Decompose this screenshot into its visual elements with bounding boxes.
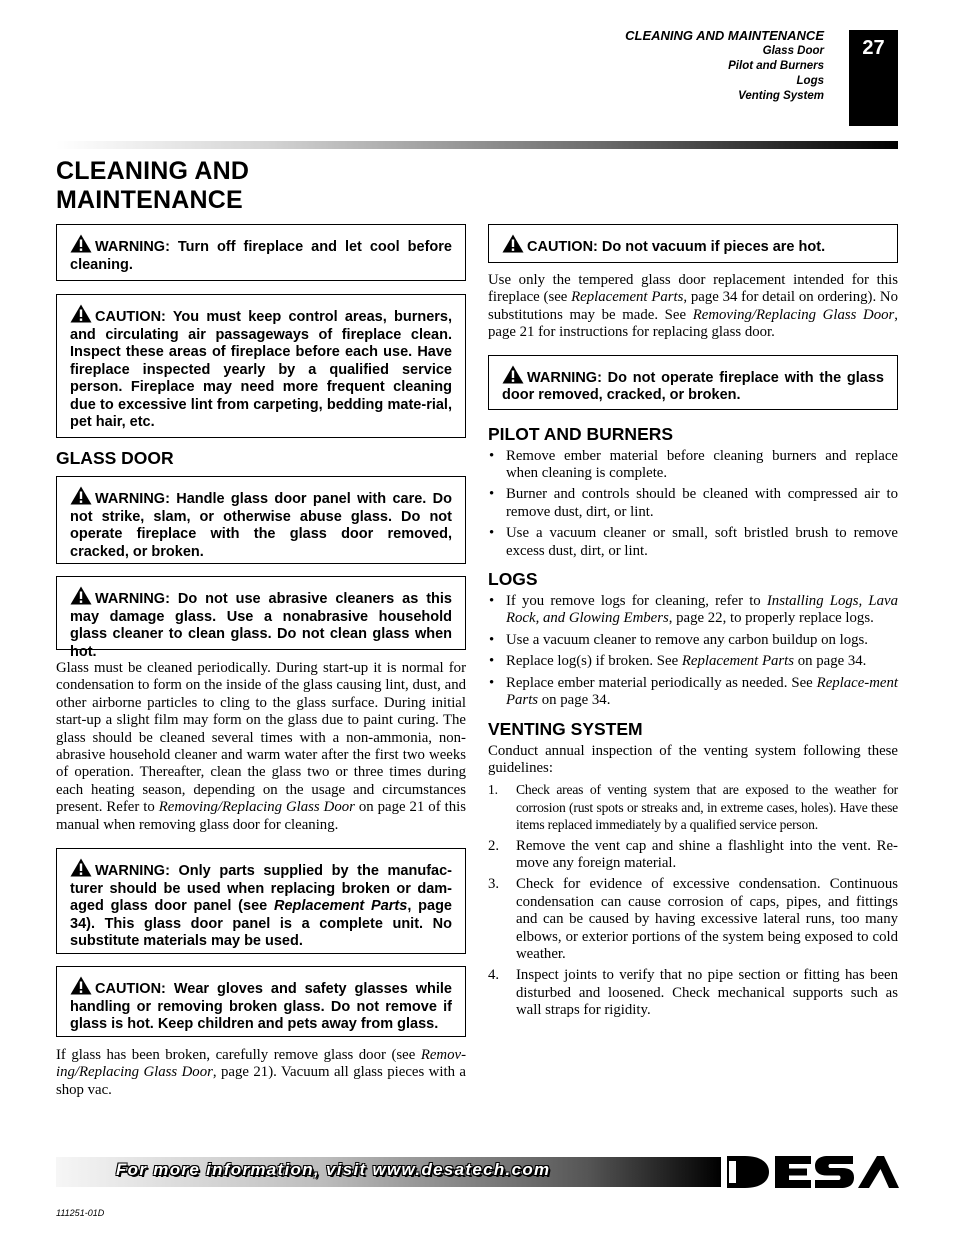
step-number: 2. <box>488 837 500 854</box>
page-title <box>56 157 249 215</box>
pilot-burners-heading: PILOT AND BURNERS <box>488 423 674 444</box>
list-item: • Burner and controls should be cleaned with compressed air to remove dust, dirt, or lint. <box>488 486 898 521</box>
caution-box-gloves <box>56 966 466 1037</box>
logs-heading: LOGS <box>488 569 538 590</box>
list-item <box>488 781 898 833</box>
warning-text-handle-glass: WARNING: Handle glass door panel with care. Do not strike, slam, or otherwise abuse glass. Do not operate fireplace with the glass door removed, cracked, or broken. <box>70 491 452 560</box>
list-item: • Remove ember material before cleaning burners and replace when cleaning is complete. <box>488 448 898 483</box>
left-column <box>56 224 466 1099</box>
tempered-para-text-2: , page 34 for detail on ordering). No substitutions may be made. See <box>488 289 899 323</box>
header-subsection-venting: Venting System <box>738 90 824 102</box>
list-item <box>488 593 898 628</box>
step-text: Remove the vent cap and shine a flashlight into the vent. Re-move any foreign material. <box>516 837 898 871</box>
broken-glass-paragraph <box>56 1047 466 1099</box>
logs-item-4-tail: on page 34. <box>538 692 611 709</box>
logs-item-3-reference: Replacement Parts <box>681 653 795 670</box>
page-number: 27 <box>849 30 898 126</box>
warning-text-abrasive: WARNING: Do not use abrasive cleaners as this may damage glass. Use a nonabrasive household glass cleaner to clean glass. Do not clean glass when hot. <box>70 591 452 660</box>
logs-item-3-tail: on page 34. <box>794 653 867 670</box>
step-number: 3. <box>488 876 500 893</box>
warning-box-abrasive <box>56 576 466 660</box>
warning-triangle-icon <box>70 858 92 877</box>
step-text: Inspect joints to verify that no pipe section or fitting has been disturbed and loosened. Check mechanical supports such as wall straps for rigidity. <box>516 967 898 1019</box>
page-title-line-1: CLEANING AND <box>56 157 250 185</box>
pilot-burners-list <box>488 448 898 560</box>
venting-steps-list <box>488 781 898 1019</box>
glass-para-text: Glass must be cleaned periodically. During start-up it is normal for condensation to form on the inside of the glass causing lint, dust, and other airborne particles to cling to the glass surface. During initial start-up a slight film may form on the glass due to paint curing. The glass should be cleaned several times with a non-ammonia, non-abrasive household cleaner and warm water after the first two weeks of operation. Thereafter, clean the glass two or three times during each heating season, depending on the usage and circumstances present. Refer to <box>56 660 466 816</box>
header-section-title: CLEANING AND MAINTENANCE <box>625 28 824 43</box>
list-item <box>488 675 898 710</box>
footer-website-text: For more information, visit www.desatech.com <box>116 1160 551 1179</box>
glass-cleaning-paragraph <box>56 660 466 834</box>
glass-para-reference: Removing/Replacing Glass Door <box>158 799 355 816</box>
warning-triangle-icon <box>70 234 92 253</box>
glass-door-heading: GLASS DOOR <box>56 448 174 468</box>
logs-item-1-tail: , page 22, to properly replace logs. <box>668 610 874 627</box>
caution-triangle-icon <box>70 304 92 323</box>
logs-item-4-text: Replace ember material periodically as needed. See <box>506 674 817 691</box>
list-item <box>488 967 898 1019</box>
broken-para-tail: , page 21). Vacuum all glass pieces with a shop vac. <box>56 1064 466 1098</box>
list-item <box>488 876 898 963</box>
warning-parts-tail: , page 34). This glass door panel is a complete unit. No substitute materials may be used. <box>70 898 452 950</box>
desa-logo <box>727 1155 899 1189</box>
warning-box-cool <box>56 224 466 281</box>
glass-para-tail: on page 21 of this manual when removing glass door for cleaning. <box>56 799 466 833</box>
document-number: 111251-01D <box>56 1208 105 1218</box>
caution-text-gloves: CAUTION: Wear gloves and safety glasses while handling or removing broken glass. Do not remove if glass is hot. Keep children and pets away from glass. <box>70 981 452 1033</box>
logs-list <box>488 593 898 709</box>
warning-triangle-icon <box>502 365 524 384</box>
logs-item-4-reference: Replace-ment Parts <box>506 674 898 709</box>
warning-parts-text: WARNING: Only parts supplied by the manufac-turer should be used when replacing broken or dam-aged glass door panel (see <box>70 863 452 915</box>
warning-triangle-icon <box>70 586 92 605</box>
tempered-glass-paragraph <box>488 272 898 342</box>
step-number: 1. <box>488 782 498 798</box>
caution-box-keep-clean <box>56 294 466 438</box>
warning-triangle-icon <box>70 486 92 505</box>
caution-text-vacuum: CAUTION: Do not vacuum if pieces are hot. <box>527 239 826 255</box>
warning-box-parts <box>56 848 466 954</box>
header-subsection-glass-door: Glass Door <box>762 45 824 57</box>
header-subsection-logs: Logs <box>796 75 824 87</box>
tempered-para-text-1: Use only the tempered glass door replacement intended for this fireplace (see <box>488 272 898 306</box>
list-item: • Use a vacuum cleaner to remove any carbon buildup on logs. <box>488 632 898 649</box>
tempered-para-text-3: , page 21 for instructions for replacing glass door. <box>488 306 898 341</box>
tempered-para-reference-2: Removing/Replacing Glass Door <box>692 306 895 323</box>
caution-box-vacuum <box>488 224 898 263</box>
warning-box-no-operate <box>488 355 898 410</box>
logs-item-1-reference: Installing Logs, Lava Rock, and Glowing Embers <box>506 593 898 627</box>
tempered-para-reference-1: Replacement Parts <box>571 289 684 306</box>
warning-text-no-operate: WARNING: Do not operate fireplace with the glass door removed, cracked, or broken. <box>502 369 884 404</box>
step-text: Check areas of venting system that are exposed to the weather for corrosion (rust spots or streaks and, in extreme cases, holes). Have these items replaced immediately by a qualified service person. <box>516 782 898 833</box>
header-rule <box>56 141 898 149</box>
caution-text-keep-clean: CAUTION: You must keep control areas, burners, and circulating air passageways of fireplace clean. Inspect these areas of fireplace before each use. Have fireplace inspected yearly by a qualified service person. Fireplace may need more frequent cleaning due to excessive lint from carpeting, bedding mate-rial, pet hair, etc. <box>70 309 452 430</box>
warning-parts-reference: Replacement Parts <box>274 898 408 915</box>
logs-item-1-text: If you remove logs for cleaning, refer to <box>506 593 767 610</box>
caution-triangle-icon <box>70 976 92 995</box>
warning-text-cool: WARNING: Turn off fireplace and let cool before cleaning. <box>70 239 452 273</box>
venting-intro: Conduct annual inspection of the venting system following these guidelines: <box>488 742 898 776</box>
list-item: • Use a vacuum cleaner or small, soft bristled brush to remove excess dust, dirt, or lint. <box>488 525 898 560</box>
running-header <box>625 27 824 104</box>
step-number: 4. <box>488 967 500 984</box>
warning-box-handle-glass <box>56 476 466 564</box>
caution-triangle-icon <box>502 234 524 253</box>
page-title-line-2: MAINTENANCE <box>56 186 243 214</box>
list-item <box>488 838 898 873</box>
step-text: Check for evidence of excessive condensation. Continuous condensation can cause corrosion of caps, pipes, and fittings and can be caused by having excessive lateral runs, too many elbows, or exterior portions of the system being exposed to cold weather. <box>516 876 898 962</box>
broken-para-reference: Remov-ing/Replacing Glass Door <box>56 1047 466 1081</box>
logs-item-3-text: Replace log(s) if broken. See <box>506 653 682 670</box>
header-subsection-pilot: Pilot and Burners <box>728 60 824 72</box>
venting-system-heading: VENTING SYSTEM <box>488 718 643 739</box>
broken-para-text: If glass has been broken, carefully remove glass door (see <box>56 1047 421 1064</box>
list-item <box>488 653 898 670</box>
right-column <box>488 224 898 1024</box>
